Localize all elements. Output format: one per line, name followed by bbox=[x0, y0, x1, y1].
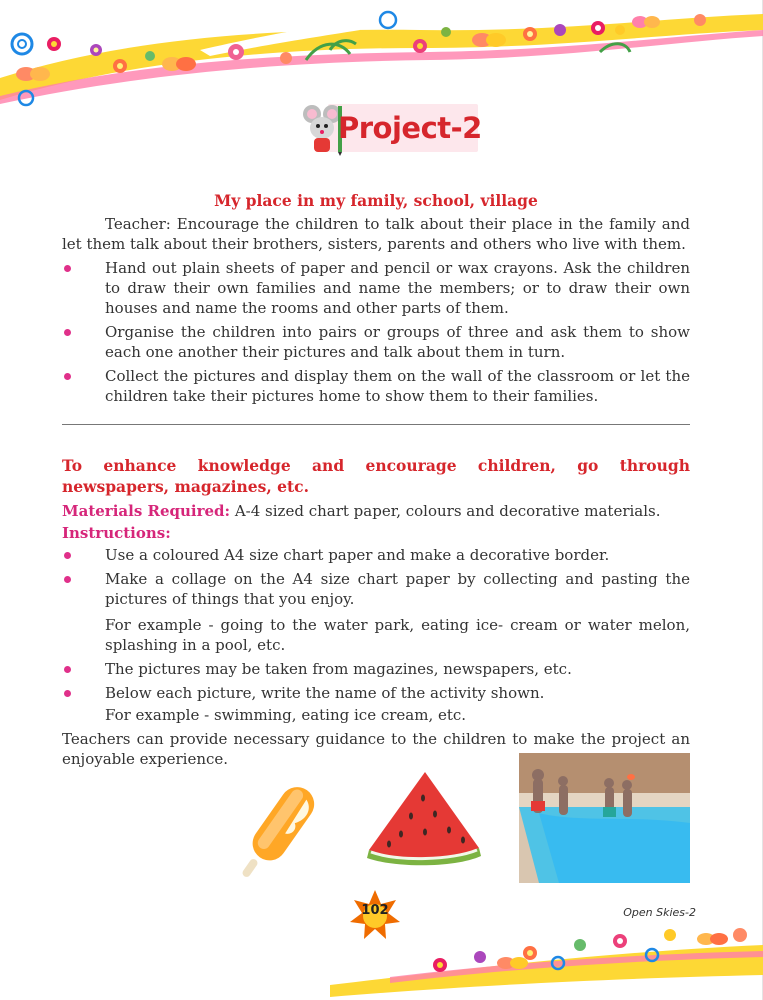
list-item: Make a collage on the A4 size chart paper by collecting and pasting the pictures of things that you enjoy. bbox=[62, 569, 690, 609]
bullet-icon bbox=[64, 690, 71, 697]
instructions-list-continued bbox=[62, 659, 690, 703]
watermelon-slice-icon bbox=[365, 768, 483, 868]
ice-cream-bar-icon bbox=[232, 778, 330, 880]
pool-photo bbox=[519, 753, 690, 883]
section-heading-my-place: My place in my family, school, village bbox=[214, 191, 538, 210]
bullet-icon bbox=[64, 329, 71, 336]
materials-label: Materials Required: bbox=[62, 502, 231, 520]
list-item: Collect the pictures and display them on the wall of the classroom or let the children take their pictures home to show them to their families. bbox=[62, 366, 690, 406]
part2-content bbox=[62, 455, 690, 769]
list-item: Below each picture, write the name of the activity shown. bbox=[62, 683, 690, 703]
list-item: Hand out plain sheets of paper and pencil or wax crayons. Ask the children to draw their own families and name the members; or to draw their own houses and name the rooms and other parts of them. bbox=[62, 258, 690, 318]
section-heading-enhance-knowledge: To enhance knowledge and encourage children, go through newspapers, magazines, etc. bbox=[62, 456, 690, 496]
part1-bullet-list bbox=[62, 258, 690, 406]
materials-text: A-4 sized chart paper, colours and decorative materials. bbox=[234, 502, 661, 520]
list-item: The pictures may be taken from magazines, newspapers, etc. bbox=[62, 659, 690, 679]
bottom-decorative-border bbox=[330, 905, 763, 1000]
footer-book-title: Open Skies-2 bbox=[623, 906, 696, 919]
project-title-block bbox=[298, 100, 483, 156]
materials-line bbox=[62, 501, 690, 521]
bullet-icon bbox=[64, 666, 71, 673]
closing-paragraph: Teachers can provide necessary guidance to the children to make the project an enjoyable experience. bbox=[62, 730, 690, 768]
bullet-icon bbox=[64, 373, 71, 380]
list-item: Use a coloured A4 size chart paper and make a decorative border. bbox=[62, 545, 690, 565]
page-title: Project-2 bbox=[338, 111, 482, 145]
instructions-list bbox=[62, 545, 690, 609]
top-decorative-border bbox=[0, 0, 763, 115]
bullet-icon bbox=[64, 552, 71, 559]
instructions-label: Instructions: bbox=[62, 524, 171, 542]
bullet-icon bbox=[64, 576, 71, 583]
list-item: Organise the children into pairs or groups of three and ask them to show each one another their pictures and talk about them in turn. bbox=[62, 322, 690, 362]
section-divider bbox=[62, 424, 690, 425]
part1-content bbox=[62, 214, 690, 410]
example-swimming: For example - swimming, eating ice cream, etc. bbox=[105, 706, 467, 724]
example-water-park: For example - going to the water park, eating ice- cream or water melon, splashing in a pool, etc. bbox=[105, 616, 690, 654]
intro-paragraph: Teacher: Encourage the children to talk about their place in the family and let them talk about their brothers, sisters, parents and others who live with them. bbox=[62, 215, 690, 253]
bullet-icon bbox=[64, 265, 71, 272]
page-number: 102 bbox=[361, 903, 389, 918]
